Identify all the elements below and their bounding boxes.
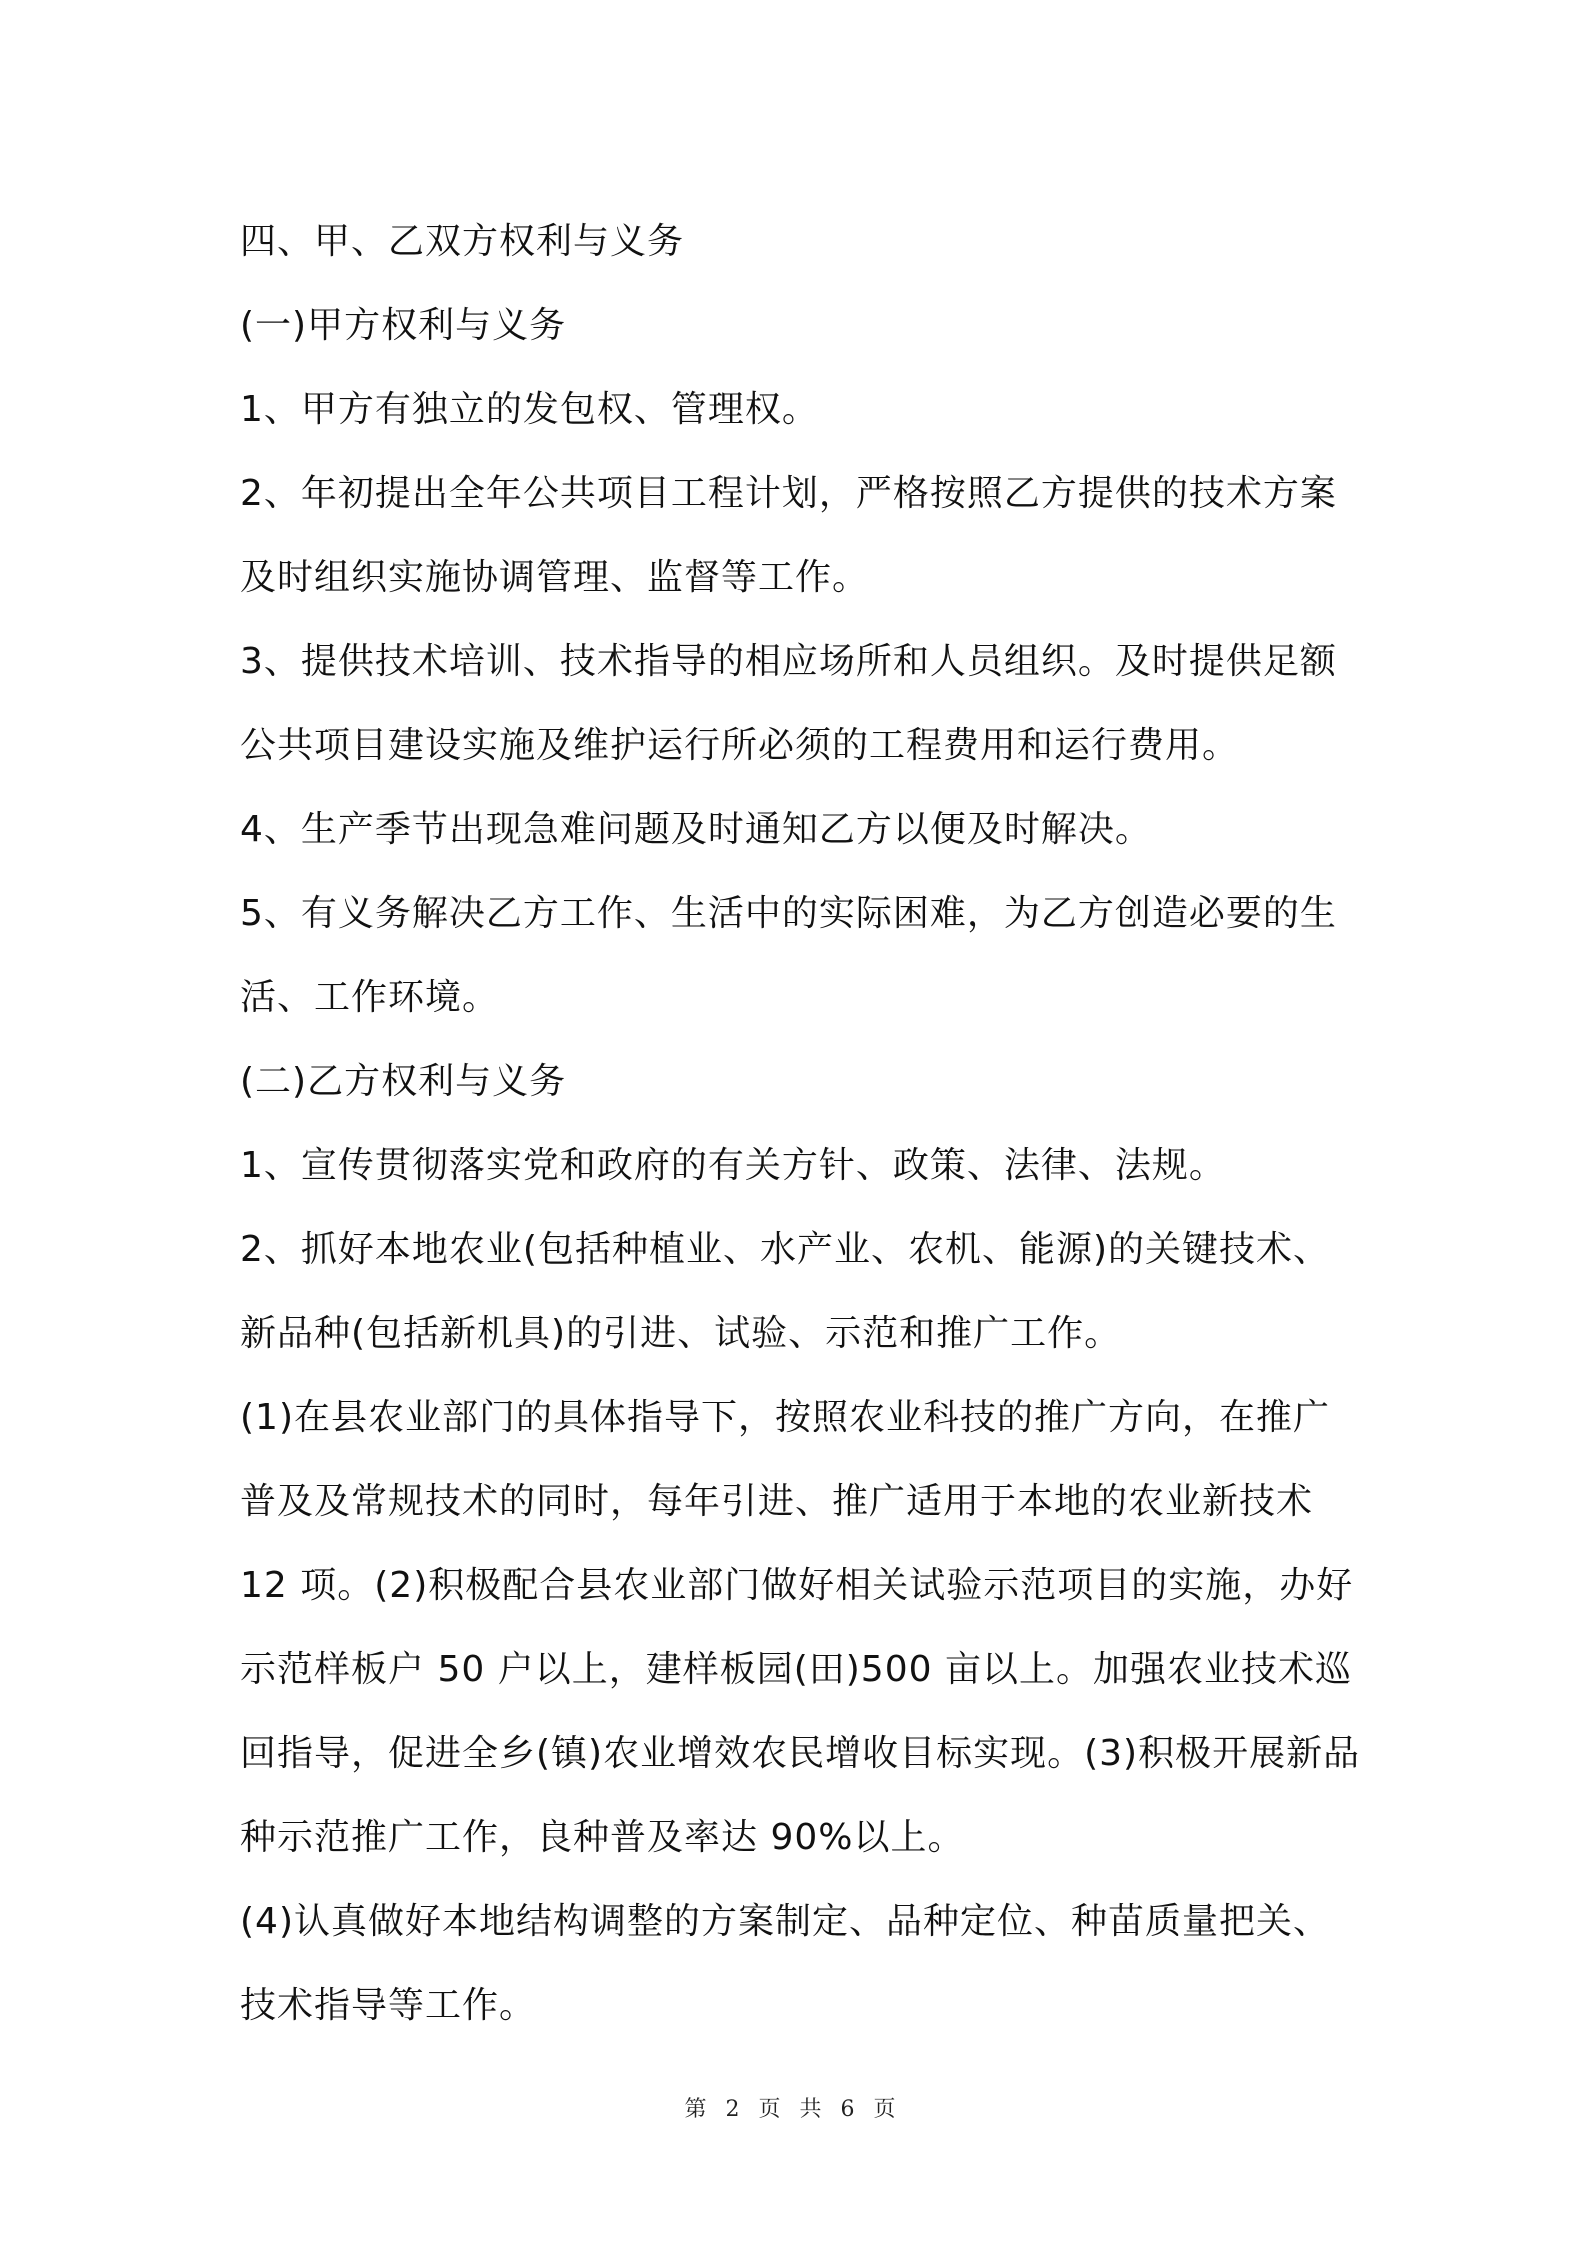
- subsection-heading: (一)甲方权利与义务: [240, 305, 567, 346]
- paragraph-line: 1、宣传贯彻落实党和政府的有关方针、政策、法律、法规。: [240, 1145, 1226, 1186]
- document-body: [240, 200, 1365, 2048]
- paragraph-line: (1)在县农业部门的具体指导下，按照农业科技的推广方向，在推广: [240, 1397, 1330, 1438]
- paragraph-line: 4、生产季节出现急难问题及时通知乙方以便及时解决。: [240, 809, 1152, 850]
- subsection-heading: (二)乙方权利与义务: [240, 1061, 567, 1102]
- paragraph-line: 示范样板户 50 户以上，建样板园(田)500 亩以上。加强农业技术巡: [240, 1649, 1352, 1690]
- paragraph-line: 1、甲方有独立的发包权、管理权。: [240, 389, 819, 430]
- paragraph-line: 及时组织实施协调管理、监督等工作。: [240, 557, 870, 598]
- paragraph-line: 技术指导等工作。: [240, 1985, 537, 2026]
- paragraph-line: 回指导，促进全乡(镇)农业增效农民增收目标实现。(3)积极开展新品: [240, 1733, 1361, 1774]
- section-heading: 四、甲、乙双方权利与义务: [240, 221, 685, 262]
- page-number-footer: 第 2 页 共 6 页: [684, 2097, 902, 2122]
- paragraph-line: 新品种(包括新机具)的引进、试验、示范和推广工作。: [240, 1313, 1122, 1354]
- paragraph-line: (4)认真做好本地结构调整的方案制定、品种定位、种苗质量把关、: [240, 1901, 1330, 1942]
- paragraph-line: 普及及常规技术的同时，每年引进、推广适用于本地的农业新技术: [240, 1481, 1314, 1522]
- paragraph-line: 2、抓好本地农业(包括种植业、水产业、农机、能源)的关键技术、: [240, 1229, 1330, 1270]
- paragraph-line: 种示范推广工作，良种普及率达 90%以上。: [240, 1817, 965, 1858]
- paragraph-line: 12 项。(2)积极配合县农业部门做好相关试验示范项目的实施，办好: [240, 1565, 1354, 1606]
- paragraph-line: 活、工作环境。: [240, 977, 500, 1018]
- paragraph-line: 公共项目建设实施及维护运行所必须的工程费用和运行费用。: [240, 725, 1240, 766]
- paragraph-line: 2、年初提出全年公共项目工程计划，严格按照乙方提供的技术方案: [240, 473, 1337, 514]
- paragraph-line: 3、提供技术培训、技术指导的相应场所和人员组织。及时提供足额: [240, 641, 1337, 682]
- paragraph-line: 5、有义务解决乙方工作、生活中的实际困难，为乙方创造必要的生: [240, 893, 1337, 934]
